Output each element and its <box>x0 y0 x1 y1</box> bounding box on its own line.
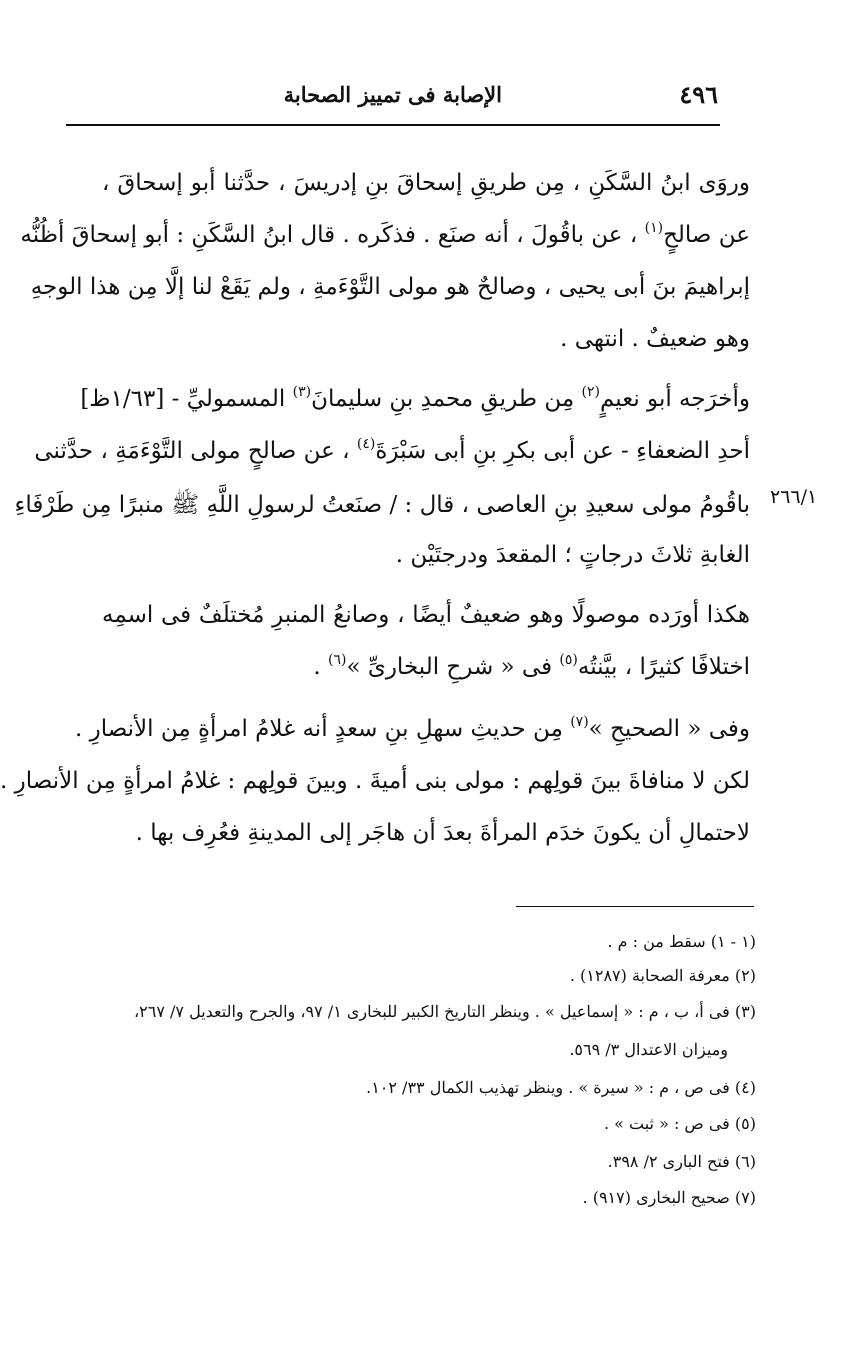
text-line: وروَى ابنُ السَّكَنِ ، مِن طريقِ إسحاقَ بنِ إدريسَ ، حدَّثنا أبو إسحاقَ ، <box>102 170 750 196</box>
text-line: وفى « الصحيحِ »$^{(٧)}$ مِن حديثِ سهلِ بنِ سعدٍ أنه غلامُ امرأةٍ مِن الأنصارِ . <box>74 714 750 742</box>
text-line: وأخرَجه أبو نعيمٍ$^{(٢)}$ مِن طريقِ محمدِ بنِ سليمانَ$^{(٣)}$ المسموليِّ - [١/٦٣ظ] <box>80 384 750 412</box>
footnote: (٥) فى ص : « ثبت » . <box>603 1114 756 1133</box>
book-title: الإصابة فى تمييز الصحابة <box>283 82 502 107</box>
text-line: باقُومُ مولى سعيدِ بنِ العاصى ، قال : / صنَعتُ لرسولِ اللَّهِ ﷺ منبرًا مِن طَرْفَاءِ <box>14 492 750 518</box>
text-line: هكذا أورَده موصولًا وهو ضعيفٌ أيضًا ، وصانعُ المنبرِ مُختلَفٌ فى اسمِه <box>102 602 750 628</box>
text-line: لاحتمالِ أن يكونَ خدَم المرأةَ بعدَ أن هاجَر إلى المدينةِ فعُرِف بها . <box>135 820 750 846</box>
running-header <box>66 82 718 114</box>
footnote: (٣) فى أ، ب ، م : « إسماعيل » . وينظر التاريخ الكبير للبخارى ١/ ٩٧، والجرح والتعديل ٧/ ٢٦٧، <box>133 1002 756 1021</box>
footnote: (٤) فى ص ، م : « سيرة » . وينظر تهذيب الكمال ٣٣/ ١٠٢. <box>366 1078 756 1097</box>
page-number: ٤٩٦ <box>679 80 718 109</box>
text-line: عن صالحٍ$^{(١)}$ ، عن باقُولَ ، أنه صنَع . فذكَره . قال ابنُ السَّكَنِ : أبو إسحاقَ أظُنُّه <box>20 220 750 248</box>
footnote-ref: (٢) <box>581 384 600 400</box>
text-line: أحدِ الضعفاءِ - عن أبى بكرِ بنِ أبى سَبْرَةَ$^{(٤)}$ ، عن صالحٍ مولى التَّوْءَمَةِ ، حدَّثنى <box>34 436 750 464</box>
footnote-ref: (٥) <box>559 652 578 668</box>
footnote-ref: (٤) <box>356 436 376 452</box>
footnote: (١ - ١) سقط من : م . <box>607 932 756 951</box>
footnote-ref: (١) <box>644 220 664 236</box>
footnote: (٦) فتح البارى ٢/ ٣٩٨. <box>607 1152 756 1171</box>
footnote-ref: (٧) <box>570 714 589 730</box>
footnote: (٧) صحيح البخارى (٩١٧) . <box>582 1188 756 1207</box>
footnote-ref: (٣) <box>292 384 312 400</box>
footnote-ref: (٦) <box>327 652 347 668</box>
text-line: إبراهيمَ بنَ أبى يحيى ، وصالحٌ هو مولى التَّوْءَمةِ ، ولم يَقَعْ لنا إلَّا مِن هذا الوجهِ <box>30 274 750 300</box>
footnote: وميزان الاعتدال ٣/ ٥٦٩. <box>569 1040 728 1059</box>
footnote: (٢) معرفة الصحابة (١٢٨٧) . <box>569 966 756 985</box>
text-line: الغابةِ ثلاثَ درجاتٍ ؛ المقعدَ ودرجتَيْن . <box>395 542 750 568</box>
text-line: لكن لا منافاةَ بينَ قولِهم : مولى بنى أميةَ . وبينَ قولِهم : غلامُ امرأةٍ مِن الأنصارِ . <box>0 768 750 794</box>
footnote-rule <box>516 906 754 907</box>
text-line: اختلافًا كثيرًا ، بيَّنتُه$^{(٥)}$ فى « شرحِ البخارىِّ »$^{(٦)}$ . <box>313 652 750 680</box>
header-rule <box>66 124 720 126</box>
text-line: وهو ضعيفٌ . انتهى . <box>560 326 750 352</box>
manuscript-folio-note: ٢٦٦/١ <box>770 486 818 508</box>
